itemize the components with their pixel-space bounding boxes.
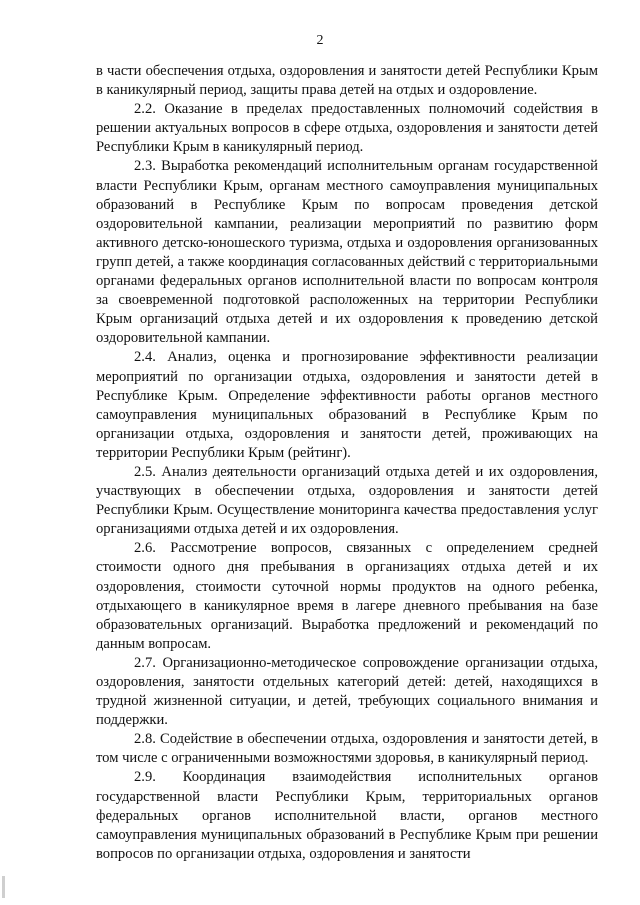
paragraph-2-6: 2.6. Рассмотрение вопросов, связанных с определением средней стоимости одного дня пребывания в организациях отдыха детей и их оздоровления, стоимости суточной нормы продуктов на одного ребенка, отдыхающего в каникулярное время в лагере дневного пребывания на базе образовательных организаций. Выработка предложений и рекомендаций по данным вопросам. bbox=[96, 540, 598, 652]
paragraph-2-9: 2.9. Координация взаимодействия исполнительных органов государственной власти Республики Крым, территориальных органов федеральных органов исполнительной власти, органов местного самоуправления муниципальных образований в Республике Крым при решении вопросов по организации отдыха, оздоровления и занятости bbox=[96, 769, 598, 862]
scan-edge-mark bbox=[2, 876, 5, 898]
paragraph-2-3: 2.3. Выработка рекомендаций исполнительным органам государственной власти Республики Крым, органам местного самоуправления муниципальных образований в Республике Крым по вопросам проведения детской оздоровительной кампании, реализации мероприятий по развитию форм активного детско-юношеского туризма, отдыха и оздоровления организованных групп детей, а также координация согласованных действий с территориальными органами федеральных органов исполнительной власти по вопросам контроля за своевременной подготовкой расположенных на территории Республики Крым организаций отдыха детей и их оздоровления к проведению детской оздоровительной кампании. bbox=[96, 158, 598, 347]
paragraph-2-2: 2.2. Оказание в пределах предоставленных полномочий содействия в решении актуальных вопросов в сфере отдыха, оздоровления и занятости детей Республики Крым в каникулярный период. bbox=[96, 101, 598, 156]
page-number: 2 bbox=[316, 33, 324, 48]
paragraph-2-4: 2.4. Анализ, оценка и прогнозирование эффективности реализации мероприятий по организации отдыха, оздоровления и занятости детей в Республике Крым. Определение эффективности работы органов местного самоуправления муниципальных образований в Республике Крым по организации отдыха, оздоровления и занятости детей, проживающих на территории Республики Крым (рейтинг). bbox=[96, 349, 598, 461]
paragraph-2-7: 2.7. Организационно-методическое сопровождение организации отдыха, оздоровления, занятости отдельных категорий детей: детей, находящихся в трудной жизненной ситуации, и детей, требующих социального внимания и поддержки. bbox=[96, 654, 598, 729]
paragraph-2-5: 2.5. Анализ деятельности организаций отдыха детей и их оздоровления, участвующих в обеспечении отдыха, оздоровления и занятости детей Республики Крым. Осуществление мониторинга качества предоставления услуг организациями отдыха детей и их оздоровления. bbox=[96, 463, 598, 538]
paragraph-continuation: в части обеспечения отдыха, оздоровления и занятости детей Республики Крым в каникулярный период, защиты права детей на отдых и оздоровление. bbox=[96, 63, 598, 99]
paragraph-2-8: 2.8. Содействие в обеспечении отдыха, оздоровления и занятости детей, в том числе с ограниченными возможностями здоровья, в каникулярный период. bbox=[96, 731, 598, 767]
document-body bbox=[96, 62, 598, 864]
